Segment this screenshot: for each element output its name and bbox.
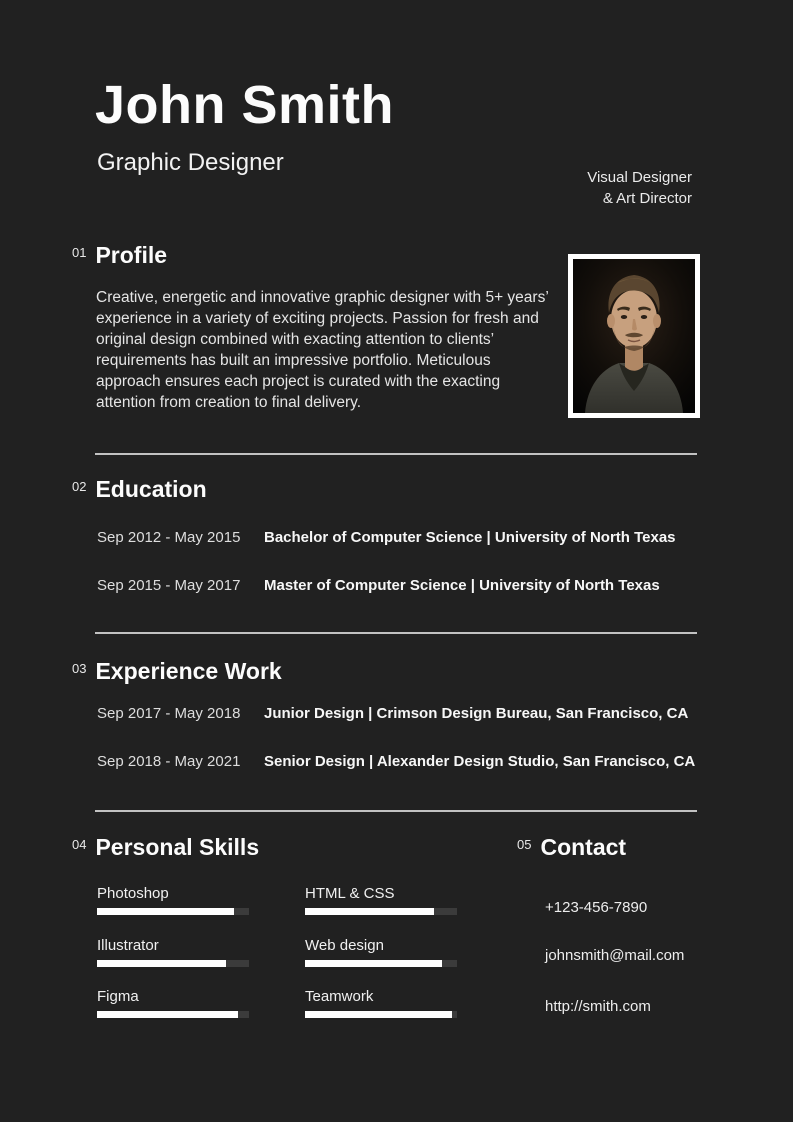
skill-name: Teamwork (305, 988, 374, 1005)
experience-section-heading (72, 660, 282, 683)
person-name: John Smith (95, 75, 394, 135)
header-tagline (587, 167, 692, 209)
profile-section-title: Profile (95, 242, 168, 268)
section-divider (95, 810, 697, 812)
portrait-photo (568, 254, 700, 418)
skill-name: Illustrator (97, 937, 159, 954)
profile-section-heading (72, 244, 167, 267)
skill-bar-track (305, 908, 457, 915)
education-section-heading (72, 478, 207, 501)
profile-summary-text: Creative, energetic and innovative graphic designer with 5+ years’ experience in a variety of exciting projects. Passion for fresh and original design combined with exacting attention to clients’ requirements has built an impressive portfolio. Meticulous approach ensures each project is curated with the exacting attention from creation to final delivery. (96, 289, 549, 411)
skill-bar-fill (97, 960, 226, 967)
education-dates: Sep 2015 - May 2017 (97, 577, 241, 594)
skill-bar-fill (305, 1011, 452, 1018)
experience-row (97, 705, 688, 723)
skill-bar-track (97, 908, 249, 915)
experience-row (97, 753, 695, 771)
education-section-title: Education (95, 476, 207, 502)
education-description: Bachelor of Computer Science | University of North Texas (264, 529, 676, 546)
section-divider (95, 632, 697, 634)
contact-email[interactable]: johnsmith@mail.com (545, 947, 685, 964)
skills-section-number: 04 (72, 837, 87, 852)
tagline-line-2: & Art Director (602, 190, 692, 207)
skill-bar-fill (305, 960, 442, 967)
skill-name: Figma (97, 988, 139, 1005)
contact-website[interactable]: http://smith.com (545, 998, 651, 1015)
skill-item-web-design (305, 938, 457, 967)
skill-item-figma (97, 989, 249, 1018)
skill-bar-fill (305, 908, 434, 915)
contact-section-title: Contact (540, 834, 627, 860)
skill-item-illustrator (97, 938, 249, 967)
skill-bar-fill (97, 1011, 238, 1018)
skill-item-teamwork (305, 989, 457, 1018)
section-divider (95, 453, 697, 455)
experience-section-number: 03 (72, 661, 87, 676)
skills-section-heading (72, 836, 259, 859)
education-dates: Sep 2012 - May 2015 (97, 529, 241, 546)
experience-dates: Sep 2017 - May 2018 (97, 705, 241, 722)
skill-bar-fill (97, 908, 234, 915)
education-row (97, 529, 676, 547)
skill-name: HTML & CSS (305, 885, 395, 902)
person-role: Graphic Designer (97, 149, 284, 176)
contact-section-number: 05 (517, 837, 532, 852)
skill-name: Web design (305, 937, 384, 954)
contact-section-heading (517, 836, 626, 859)
skill-item-html-css (305, 886, 457, 915)
skills-section-title: Personal Skills (95, 834, 260, 860)
skill-bar-track (97, 960, 249, 967)
experience-section-title: Experience Work (95, 658, 282, 684)
skill-bar-track (305, 960, 457, 967)
education-row (97, 577, 660, 595)
education-description: Master of Computer Science | University of North Texas (264, 577, 660, 594)
profile-section-number: 01 (72, 245, 87, 260)
experience-dates: Sep 2018 - May 2021 (97, 753, 241, 770)
experience-description: Junior Design | Crimson Design Bureau, San Francisco, CA (264, 705, 689, 722)
skill-bar-track (97, 1011, 249, 1018)
education-section-number: 02 (72, 479, 87, 494)
contact-phone[interactable]: +123-456-7890 (545, 899, 648, 916)
skill-item-photoshop (97, 886, 249, 915)
portrait-illustration (573, 259, 695, 413)
skill-name: Photoshop (97, 885, 169, 902)
tagline-line-1: Visual Designer (587, 169, 692, 186)
skill-bar-track (305, 1011, 457, 1018)
experience-description: Senior Design | Alexander Design Studio, San Francisco, CA (264, 753, 696, 770)
